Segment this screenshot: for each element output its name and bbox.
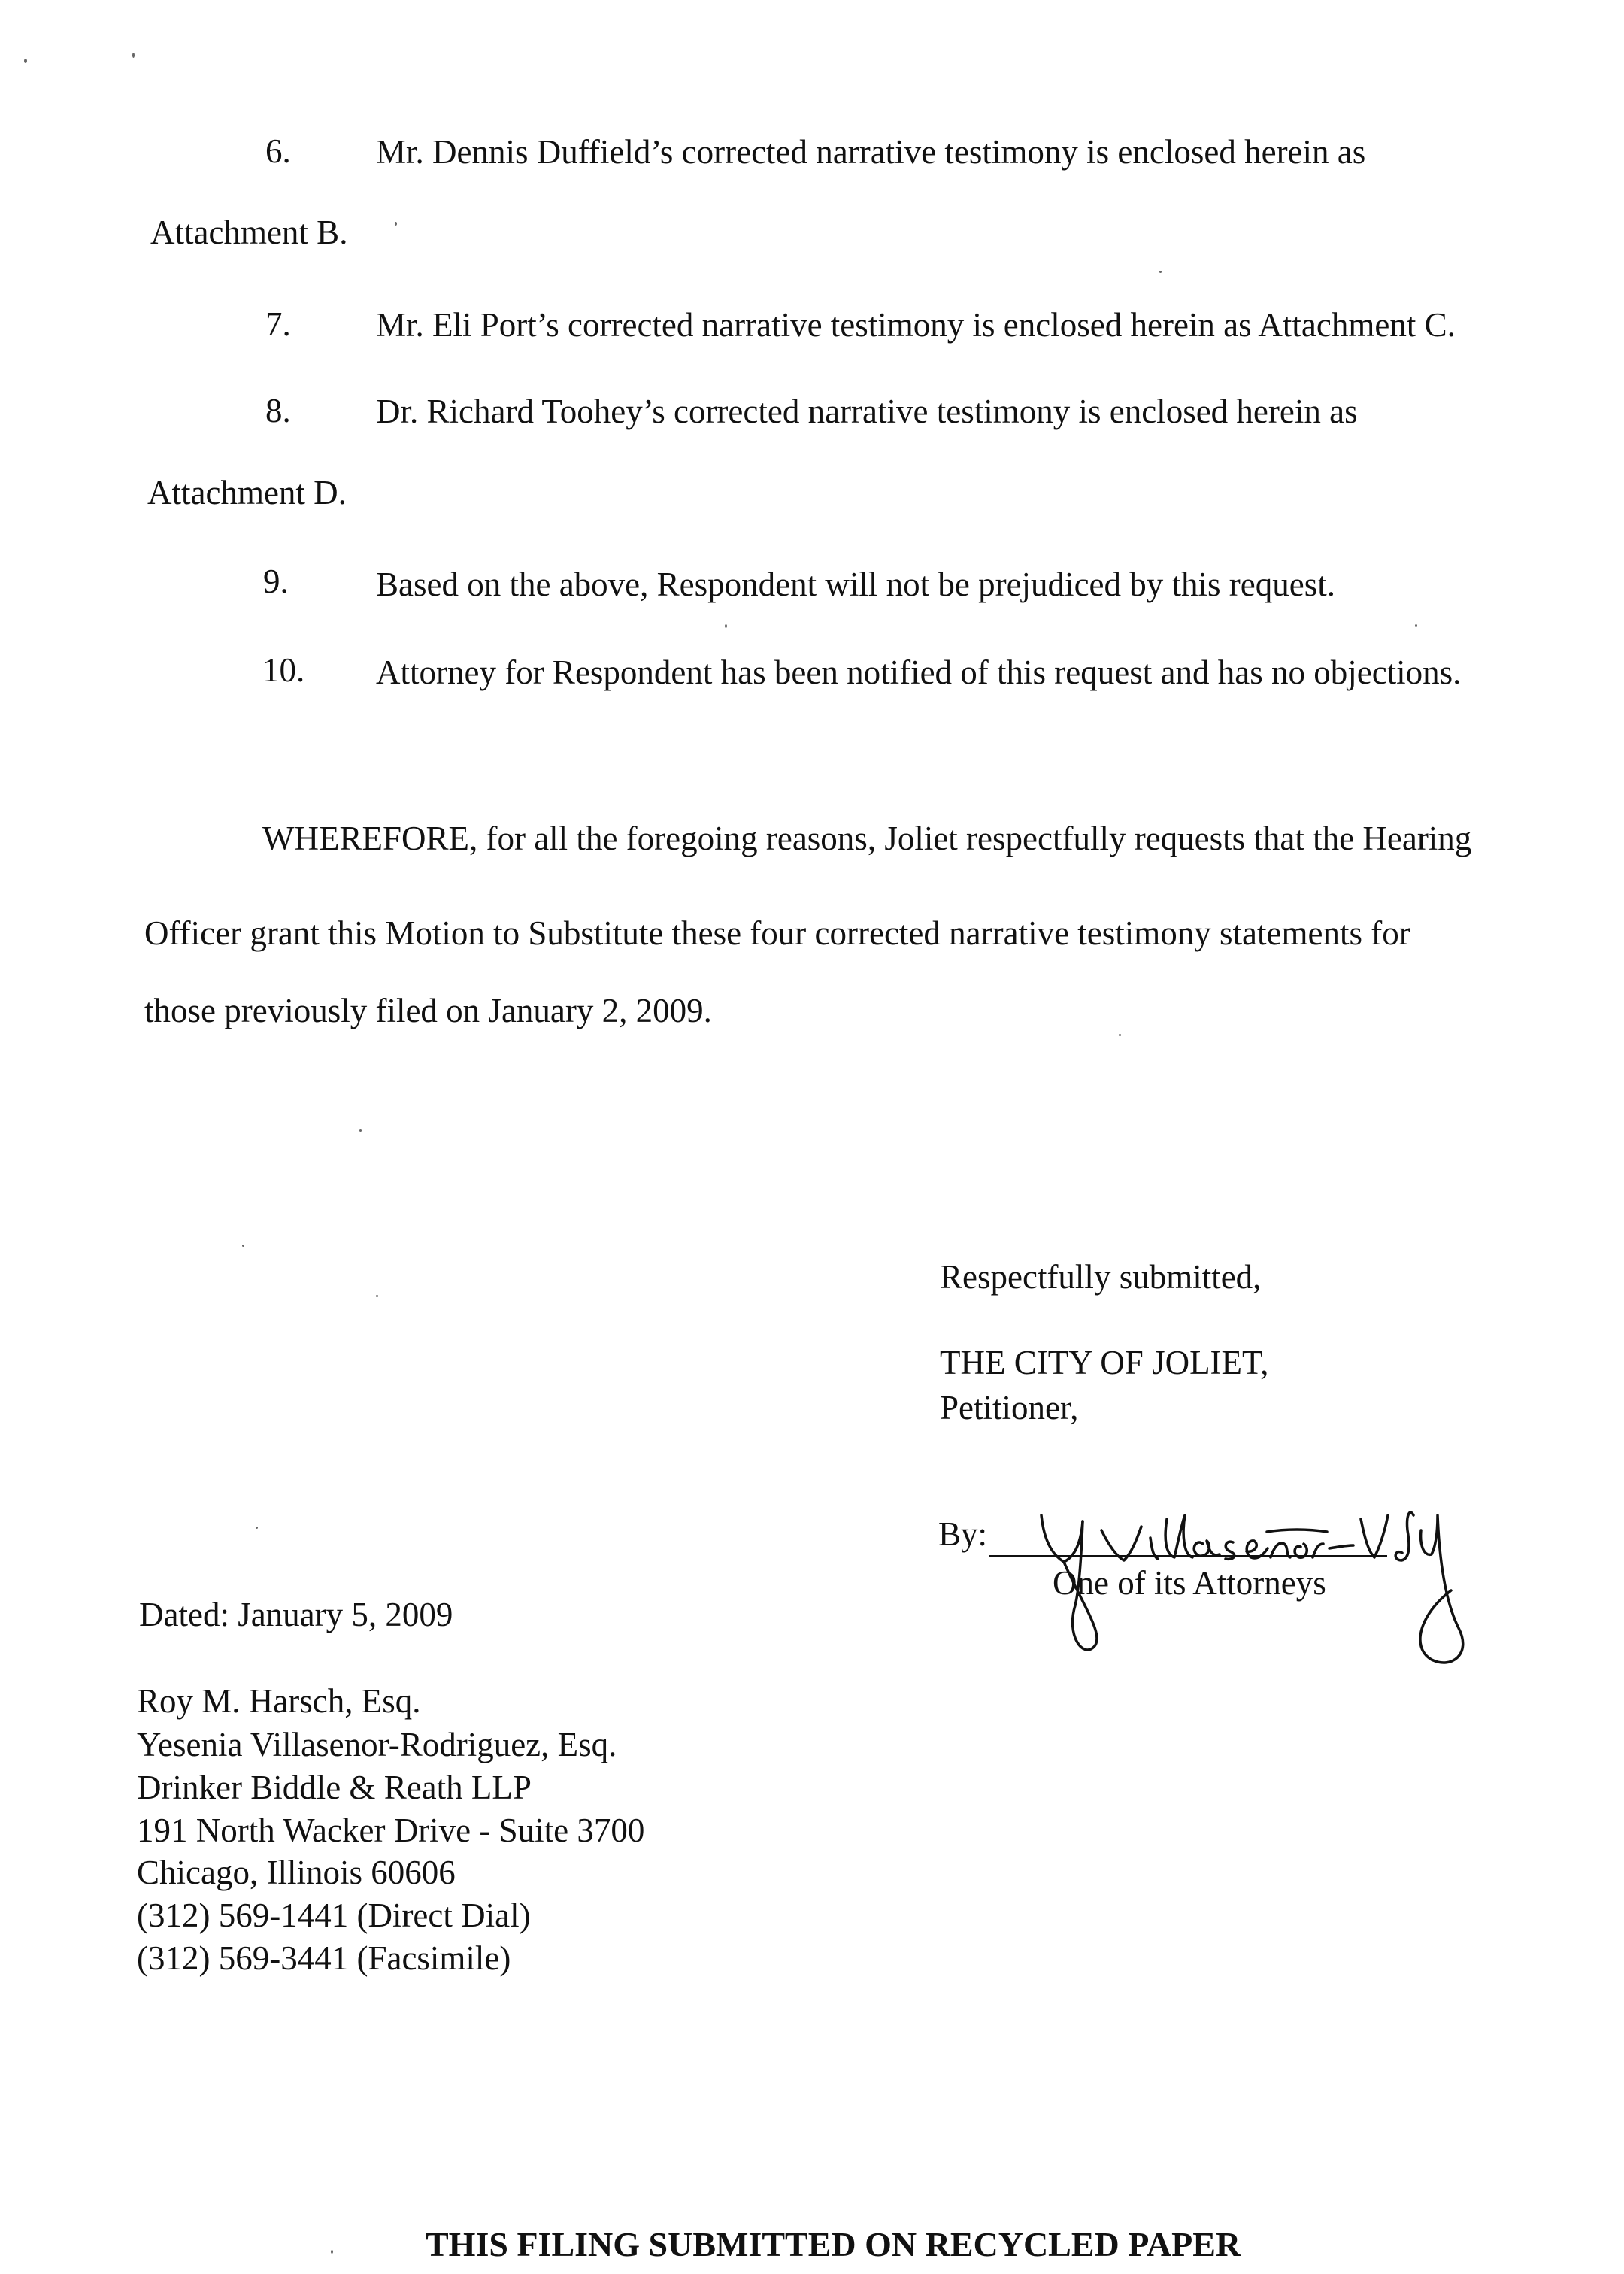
paragraph-number-6: 6. — [265, 132, 291, 170]
counsel-line: (312) 569-1441 (Direct Dial) — [137, 1897, 531, 1934]
paragraph-number-8: 8. — [265, 392, 291, 429]
scan-speck — [1119, 1034, 1121, 1036]
signer-caption: One of its Attorneys — [1053, 1564, 1326, 1602]
recycled-paper-footer: THIS FILING SUBMITTED ON RECYCLED PAPER — [426, 2225, 1241, 2263]
paragraph-number-10: 10. — [262, 651, 305, 689]
counsel-line: (312) 569-3441 (Facsimile) — [137, 1939, 511, 1977]
paragraph-8-line-1: Dr. Richard Toohey’s corrected narrative testimony is enclosed herein as — [376, 393, 1358, 430]
scan-speck — [359, 1129, 362, 1132]
handwritten-signature — [970, 1485, 1489, 1681]
paragraph-6-line-1: Mr. Dennis Duffield’s corrected narrative testimony is enclosed herein as — [376, 133, 1366, 171]
scan-speck — [256, 1527, 258, 1529]
scan-speck — [331, 2250, 333, 2254]
counsel-line: Chicago, Illinois 60606 — [137, 1854, 456, 1891]
paragraph-9-line-1: Based on the above, Respondent will not be prejudiced by this request. — [376, 565, 1335, 603]
wherefore-line-2: Officer grant this Motion to Substitute these four corrected narrative testimony statements for — [144, 914, 1410, 952]
scan-speck — [725, 624, 727, 628]
paragraph-number-7: 7. — [265, 305, 291, 343]
paragraph-number-9: 9. — [263, 562, 289, 600]
scan-speck — [395, 222, 397, 226]
party-name: THE CITY OF JOLIET, — [940, 1344, 1269, 1381]
paragraph-7-line-1: Mr. Eli Port’s corrected narrative testimony is enclosed herein as Attachment C. — [376, 306, 1456, 344]
paragraph-10-line-1: Attorney for Respondent has been notified of this request and has no objections. — [376, 653, 1462, 691]
scan-speck — [1159, 271, 1162, 273]
wherefore-line-1: WHEREFORE, for all the foregoing reasons, Joliet respectfully requests that the Hearing — [262, 820, 1472, 857]
paragraph-6-line-2: Attachment B. — [150, 214, 348, 251]
counsel-line: Roy M. Harsch, Esq. — [137, 1682, 421, 1720]
party-role: Petitioner, — [940, 1389, 1079, 1427]
scan-speck — [242, 1245, 244, 1247]
scan-speck — [1415, 624, 1417, 627]
by-label: By: — [938, 1515, 988, 1553]
dated-line: Dated: January 5, 2009 — [139, 1596, 453, 1633]
closing-phrase: Respectfully submitted, — [940, 1258, 1262, 1296]
scan-speck — [24, 59, 27, 63]
wherefore-line-3: those previously filed on January 2, 2009. — [144, 992, 712, 1029]
paragraph-8-line-2: Attachment D. — [147, 474, 347, 511]
scan-speck — [132, 53, 135, 58]
counsel-line: Yesenia Villasenor-Rodriguez, Esq. — [137, 1726, 617, 1763]
counsel-line: 191 North Wacker Drive - Suite 3700 — [137, 1812, 645, 1849]
scan-speck — [376, 1295, 378, 1297]
counsel-line: Drinker Biddle & Reath LLP — [137, 1769, 532, 1806]
